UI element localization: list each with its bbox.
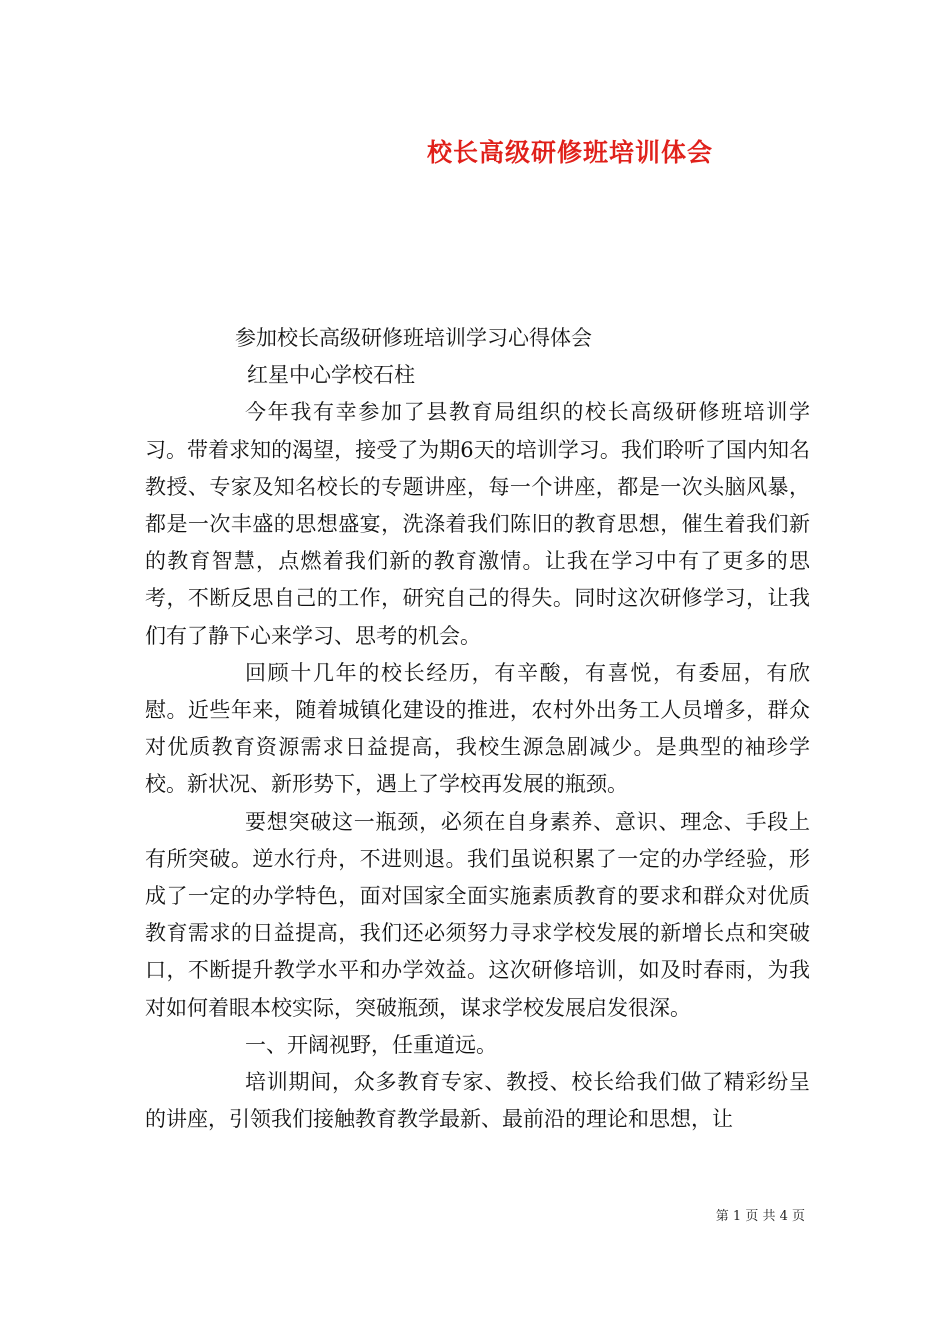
paragraph: 要想突破这一瓶颈，必须在自身素养、意识、理念、手段上有所突破。逆水行舟，不进则退。我们虽说积累了一定的办学经验，形成了一定的办学特色，面对国家全面实施素质教育的要求和群众对优质教育需求的日益提高，我们还必须努力寻求学校发展的新增长点和突破口，不断提升教学水平和办学效益。这次研修培训，如及时春雨，为我对如何着眼本校实际，突破瓶颈，谋求学校发展启发很深。 bbox=[145, 809, 810, 1020]
paragraph: 回顾十几年的校长经历，有辛酸，有喜悦，有委屈，有欣慰。近些年来，随着城镇化建设的推进，农村外出务工人员增多，群众对优质教育资源需求日益提高，我校生源急剧减少。是典型的袖珍学校。新状况、新形势下，遇上了学校再发展的瓶颈。 bbox=[145, 660, 810, 797]
section-heading: 一、开阔视野，任重道远。 bbox=[245, 1032, 497, 1057]
document-subtitle: 参加校长高级研修班培训学习心得体会 bbox=[235, 326, 592, 350]
document-body bbox=[145, 320, 810, 1138]
paragraph: 今年我有幸参加了县教育局组织的校长高级研修班培训学习。带着求知的渴望，接受了为期6天的培训学习。我们聆听了国内知名教授、专家及知名校长的专题讲座，每一个讲座，都是一次头脑风暴，都是一次丰盛的思想盛宴，洗涤着我们陈旧的教育思想，催生着我们新的教育智慧，点燃着我们新的教育激情。让我在学习中有了更多的思考，不断反思自己的工作，研究自己的得失。同时这次研修学习，让我们有了静下心来学习、思考的机会。 bbox=[145, 400, 810, 648]
document-author: 红星中心学校石柱 bbox=[247, 363, 415, 388]
paragraph: 培训期间，众多教育专家、教授、校长给我们做了精彩纷呈的讲座，引领我们接触教育教学最新、最前沿的理论和思想，让 bbox=[145, 1070, 810, 1132]
document-title: 校长高级研修班培训体会 bbox=[426, 138, 713, 167]
page-number: 第 1 页 共 4 页 bbox=[715, 1209, 805, 1224]
